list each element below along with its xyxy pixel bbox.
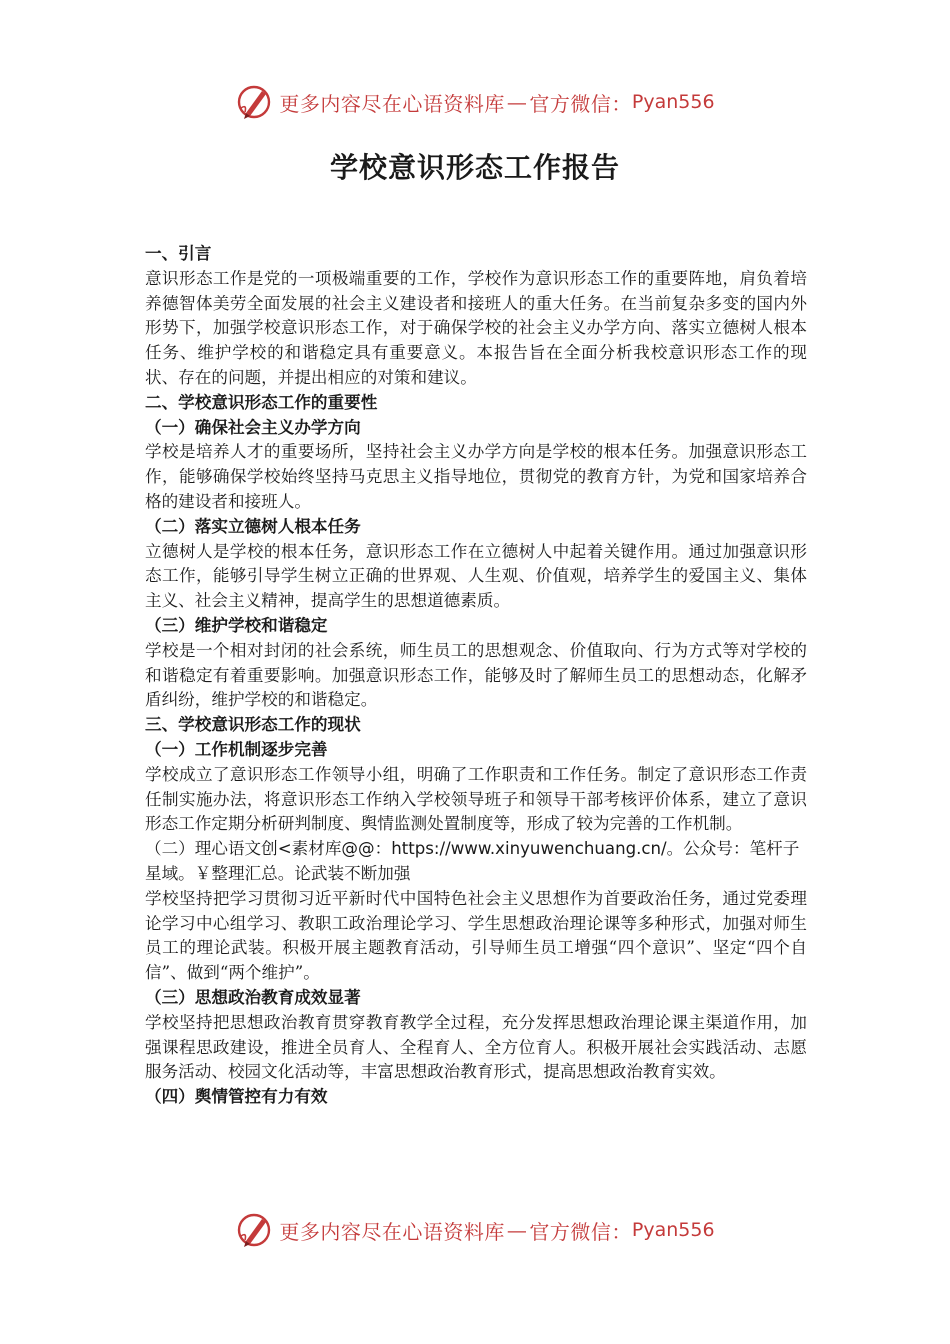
body-paragraph: 学校成立了意识形态工作领导小组，明确了工作职责和工作任务。制定了意识形态工作责任制实施办法，将意识形态工作纳入学校领导班子和领导干部考核评价体系，建立了意识形态工作定期分析研判制度、舆情监测处置制度等，形成了较为完善的工作机制。 <box>145 764 807 834</box>
banner-wechat-id: Pyan556 <box>631 1219 715 1241</box>
banner-text: 更多内容尽在心语资料库 <box>279 91 505 116</box>
banner-label: 官方微信： <box>529 91 632 116</box>
section-heading: 三、学校意识形态工作的现状 <box>145 715 361 735</box>
body-paragraph: 意识形态工作是党的一项极端重要的工作，学校作为意识形态工作的重要阵地，肩负着培养德智体美劳全面发展的社会主义建设者和接班人的重大任务。在当前复杂多变的国内外形势下，加强学校意识形态工作，对于确保学校的社会主义办学方向、落实立德树人根本任务、维护学校的和谐稳定具有重要意义。本报告旨在全面分析我校意识形态工作的现状、存在的问题，并提出相应的对策和建议。 <box>145 268 807 387</box>
body-paragraph: 立德树人是学校的根本任务，意识形态工作在立德树人中起着关键作用。通过加强意识形态工作，能够引导学生树立正确的世界观、人生观、价值观，培养学生的爱国主义、集体主义、社会主义精神，提高学生的思想道德素质。 <box>145 541 807 611</box>
section-heading: 一、引言 <box>145 244 212 263</box>
body-paragraph: 学校是培养人才的重要场所，坚持社会主义办学方向是学校的根本任务。加强意识形态工作，能够确保学校始终坚持马克思主义指导地位，贯彻党的教育方针，为党和国家培养合格的建设者和接班人。 <box>145 442 807 511</box>
banner-text: 更多内容尽在心语资料库 <box>279 1219 505 1244</box>
document-title: 学校意识形态工作报告 <box>329 151 620 184</box>
subsection-heading: （一）工作机制逐步完善 <box>145 739 328 759</box>
banner-dash: — <box>506 90 528 114</box>
subsection-heading: （一）确保社会主义办学方向 <box>145 417 361 437</box>
pen-logo-icon <box>235 82 275 122</box>
footer-watermark-banner <box>0 1208 950 1252</box>
subsection-heading-with-watermark: （二）理心语文创<素材库@@：https://www.xinyuwenchuang.cn/。公众号：笔杆子星域。￥整理汇总。论武装不断加强 <box>145 839 800 883</box>
banner-wechat-id: Pyan556 <box>631 91 715 113</box>
header-watermark-banner <box>0 80 950 124</box>
body-paragraph: 学校是一个相对封闭的社会系统，师生员工的思想观念、价值取向、行为方式等对学校的和谐稳定有着重要影响。加强意识形态工作，能够及时了解师生员工的思想动态，化解矛盾纠纷，维护学校的和谐稳定。 <box>145 640 807 710</box>
body-paragraph: 学校坚持把思想政治教育贯穿教育教学全过程，充分发挥思想政治理论课主渠道作用，加强课程思政建设，推进全员育人、全程育人、全方位育人。积极开展社会实践活动、志愿服务活动、校园文化活动等，丰富思想政治教育形式，提高思想政治教育实效。 <box>145 1012 807 1082</box>
subsection-heading: （三）维护学校和谐稳定 <box>145 615 328 635</box>
document-body <box>145 242 807 1110</box>
subsection-heading: （二）落实立德树人根本任务 <box>145 516 361 536</box>
subsection-heading: （四）舆情管控有力有效 <box>145 1087 328 1107</box>
section-heading: 二、学校意识形态工作的重要性 <box>145 392 378 412</box>
banner-dash: — <box>506 1218 528 1242</box>
pen-logo-icon <box>235 1210 275 1250</box>
banner-label: 官方微信： <box>529 1219 632 1244</box>
body-paragraph: 学校坚持把学习贯彻习近平新时代中国特色社会主义思想作为首要政治任务，通过党委理论学习中心组学习、教职工政治理论学习、学生思想政治理论课等多种形式，加强对师生员工的理论武装。积极开展主题教育活动，引导师生员工增强“四个意识”、坚定“四个自信”、做到“两个维护”。 <box>145 888 807 983</box>
subsection-heading: （三）思想政治教育成效显著 <box>145 987 361 1007</box>
